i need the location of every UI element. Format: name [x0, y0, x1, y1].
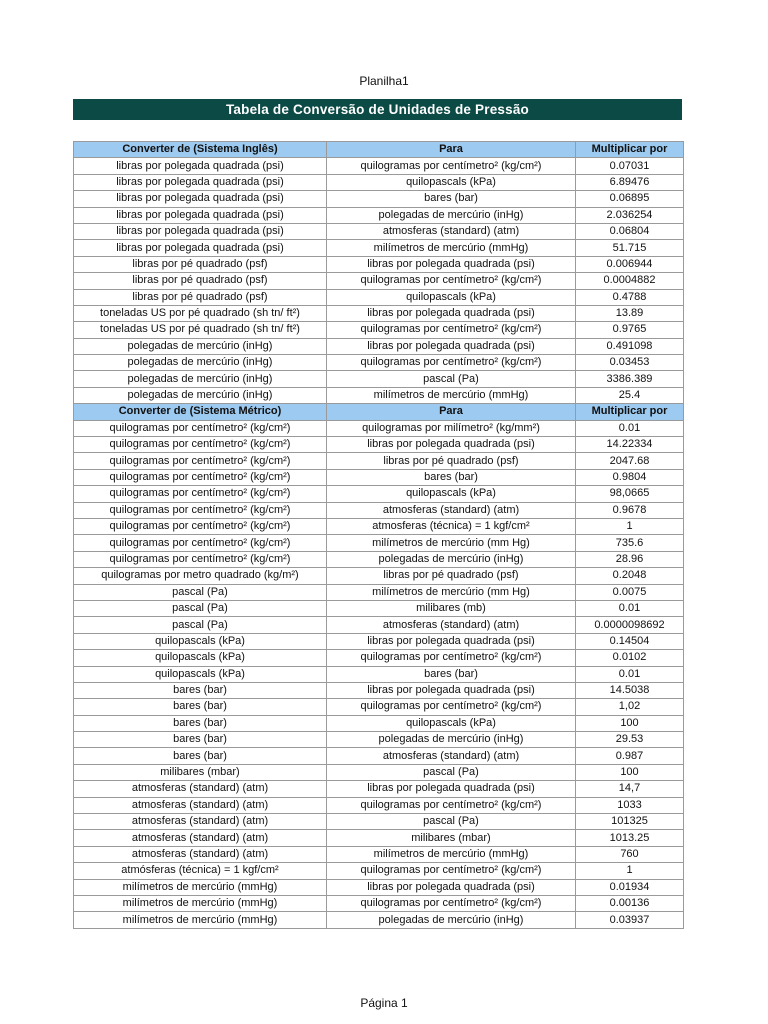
to-unit-cell: milímetros de mercúrio (mmHg) — [327, 846, 576, 862]
table-row — [74, 666, 684, 682]
from-unit-cell: bares (bar) — [74, 699, 327, 715]
from-unit-cell: milímetros de mercúrio (mmHg) — [74, 879, 327, 895]
to-unit-cell: milímetros de mercúrio (mmHg) — [327, 387, 576, 403]
from-unit-cell: atmosferas (standard) (atm) — [74, 781, 327, 797]
from-unit-cell: bares (bar) — [74, 732, 327, 748]
factor-cell: 100 — [576, 764, 684, 780]
from-unit-cell: libras por polegada quadrada (psi) — [74, 174, 327, 190]
table-row — [74, 764, 684, 780]
from-unit-cell: quilopascals (kPa) — [74, 666, 327, 682]
to-unit-cell: polegadas de mercúrio (inHg) — [327, 912, 576, 928]
factor-cell: 0.14504 — [576, 633, 684, 649]
table-row — [74, 912, 684, 928]
factor-cell: 0.9678 — [576, 502, 684, 518]
factor-cell: 1013.25 — [576, 830, 684, 846]
table-row — [74, 191, 684, 207]
table-row — [74, 486, 684, 502]
factor-cell: 0.9804 — [576, 469, 684, 485]
factor-cell: 25.4 — [576, 387, 684, 403]
to-unit-cell: quilogramas por centímetro² (kg/cm²) — [327, 863, 576, 879]
table-row — [74, 420, 684, 436]
factor-cell: 0.06804 — [576, 223, 684, 239]
to-unit-cell: bares (bar) — [327, 191, 576, 207]
to-unit-cell: quilogramas por centímetro² (kg/cm²) — [327, 355, 576, 371]
to-unit-cell: bares (bar) — [327, 666, 576, 682]
to-unit-cell: atmosferas (standard) (atm) — [327, 223, 576, 239]
table-row — [74, 814, 684, 830]
factor-cell: 0.0004882 — [576, 273, 684, 289]
to-header: Para — [327, 142, 576, 158]
to-unit-cell: milímetros de mercúrio (mm Hg) — [327, 535, 576, 551]
factor-header: Multiplicar por — [576, 404, 684, 420]
from-unit-cell: atmosferas (standard) (atm) — [74, 830, 327, 846]
table-row — [74, 863, 684, 879]
factor-cell: 0.06895 — [576, 191, 684, 207]
from-unit-cell: milibares (mbar) — [74, 764, 327, 780]
table-row — [74, 584, 684, 600]
table-row — [74, 158, 684, 174]
from-unit-cell: polegadas de mercúrio (inHg) — [74, 371, 327, 387]
table-row — [74, 895, 684, 911]
table-row — [74, 256, 684, 272]
from-unit-cell: libras por pé quadrado (psf) — [74, 273, 327, 289]
from-unit-cell: toneladas US por pé quadrado (sh tn/ ft²) — [74, 305, 327, 321]
to-unit-cell: libras por pé quadrado (psf) — [327, 453, 576, 469]
table-row — [74, 650, 684, 666]
table-row — [74, 682, 684, 698]
table-row — [74, 781, 684, 797]
table-row — [74, 568, 684, 584]
factor-cell: 28.96 — [576, 551, 684, 567]
to-unit-cell: quilopascals (kPa) — [327, 289, 576, 305]
to-unit-cell: quilogramas por centímetro² (kg/cm²) — [327, 699, 576, 715]
table-row — [74, 797, 684, 813]
to-unit-cell: atmosferas (standard) (atm) — [327, 617, 576, 633]
from-unit-cell: atmosferas (standard) (atm) — [74, 846, 327, 862]
table-row — [74, 502, 684, 518]
to-unit-cell: quilogramas por centímetro² (kg/cm²) — [327, 322, 576, 338]
to-unit-cell: quilogramas por centímetro² (kg/cm²) — [327, 158, 576, 174]
from-unit-cell: quilogramas por centímetro² (kg/cm²) — [74, 518, 327, 534]
to-unit-cell: libras por polegada quadrada (psi) — [327, 682, 576, 698]
to-unit-cell: quilopascals (kPa) — [327, 174, 576, 190]
factor-cell: 0.01934 — [576, 879, 684, 895]
factor-cell: 0.0075 — [576, 584, 684, 600]
from-unit-cell: quilogramas por centímetro² (kg/cm²) — [74, 486, 327, 502]
table-row — [74, 617, 684, 633]
table-row — [74, 715, 684, 731]
to-unit-cell: milímetros de mercúrio (mmHg) — [327, 240, 576, 256]
factor-cell: 13.89 — [576, 305, 684, 321]
factor-cell: 0.01 — [576, 666, 684, 682]
table-row — [74, 273, 684, 289]
factor-cell: 98,0665 — [576, 486, 684, 502]
to-header: Para — [327, 404, 576, 420]
to-unit-cell: libras por polegada quadrada (psi) — [327, 256, 576, 272]
to-unit-cell: libras por polegada quadrada (psi) — [327, 633, 576, 649]
table-row — [74, 535, 684, 551]
from-unit-cell: libras por polegada quadrada (psi) — [74, 223, 327, 239]
table-row — [74, 174, 684, 190]
table-section-header — [74, 404, 684, 420]
factor-cell: 1,02 — [576, 699, 684, 715]
to-unit-cell: quilopascals (kPa) — [327, 715, 576, 731]
from-unit-cell: polegadas de mercúrio (inHg) — [74, 387, 327, 403]
page-footer: Página 1 — [360, 996, 408, 1010]
from-unit-cell: libras por polegada quadrada (psi) — [74, 191, 327, 207]
factor-cell: 51.715 — [576, 240, 684, 256]
from-unit-cell: atmosferas (standard) (atm) — [74, 814, 327, 830]
table-row — [74, 240, 684, 256]
table-row — [74, 469, 684, 485]
from-unit-cell: quilopascals (kPa) — [74, 650, 327, 666]
from-unit-cell: pascal (Pa) — [74, 617, 327, 633]
to-unit-cell: milibares (mbar) — [327, 830, 576, 846]
from-unit-cell: quilogramas por centímetro² (kg/cm²) — [74, 469, 327, 485]
to-unit-cell: milibares (mb) — [327, 600, 576, 616]
factor-cell: 0.006944 — [576, 256, 684, 272]
table-row — [74, 371, 684, 387]
factor-cell: 0.491098 — [576, 338, 684, 354]
from-header: Converter de (Sistema Inglês) — [74, 142, 327, 158]
factor-cell: 14.5038 — [576, 682, 684, 698]
table-row — [74, 305, 684, 321]
from-unit-cell: atmosferas (standard) (atm) — [74, 797, 327, 813]
to-unit-cell: pascal (Pa) — [327, 371, 576, 387]
from-unit-cell: quilogramas por centímetro² (kg/cm²) — [74, 551, 327, 567]
factor-cell: 0.01 — [576, 600, 684, 616]
factor-cell: 1 — [576, 863, 684, 879]
from-header: Converter de (Sistema Métrico) — [74, 404, 327, 420]
factor-cell: 0.9765 — [576, 322, 684, 338]
to-unit-cell: libras por polegada quadrada (psi) — [327, 305, 576, 321]
table-row — [74, 387, 684, 403]
to-unit-cell: quilogramas por centímetro² (kg/cm²) — [327, 895, 576, 911]
from-unit-cell: quilogramas por centímetro² (kg/cm²) — [74, 420, 327, 436]
factor-cell: 735.6 — [576, 535, 684, 551]
to-unit-cell: bares (bar) — [327, 469, 576, 485]
table-row — [74, 879, 684, 895]
conversion-table — [73, 141, 684, 929]
table-row — [74, 453, 684, 469]
factor-cell: 2047.68 — [576, 453, 684, 469]
table-row — [74, 732, 684, 748]
to-unit-cell: polegadas de mercúrio (inHg) — [327, 207, 576, 223]
from-unit-cell: libras por polegada quadrada (psi) — [74, 207, 327, 223]
factor-cell: 14,7 — [576, 781, 684, 797]
to-unit-cell: libras por polegada quadrada (psi) — [327, 338, 576, 354]
factor-cell: 2.036254 — [576, 207, 684, 223]
factor-cell: 101325 — [576, 814, 684, 830]
to-unit-cell: libras por polegada quadrada (psi) — [327, 437, 576, 453]
table-row — [74, 289, 684, 305]
from-unit-cell: libras por polegada quadrada (psi) — [74, 158, 327, 174]
from-unit-cell: milímetros de mercúrio (mmHg) — [74, 895, 327, 911]
from-unit-cell: quilogramas por centímetro² (kg/cm²) — [74, 437, 327, 453]
table-row — [74, 355, 684, 371]
to-unit-cell: quilopascals (kPa) — [327, 486, 576, 502]
to-unit-cell: polegadas de mercúrio (inHg) — [327, 551, 576, 567]
from-unit-cell: toneladas US por pé quadrado (sh tn/ ft²) — [74, 322, 327, 338]
to-unit-cell: pascal (Pa) — [327, 764, 576, 780]
table-row — [74, 207, 684, 223]
factor-cell: 0.07031 — [576, 158, 684, 174]
to-unit-cell: quilogramas por centímetro² (kg/cm²) — [327, 273, 576, 289]
from-unit-cell: pascal (Pa) — [74, 600, 327, 616]
from-unit-cell: libras por pé quadrado (psf) — [74, 289, 327, 305]
factor-cell: 0.2048 — [576, 568, 684, 584]
from-unit-cell: pascal (Pa) — [74, 584, 327, 600]
factor-cell: 0.987 — [576, 748, 684, 764]
from-unit-cell: quilogramas por metro quadrado (kg/m²) — [74, 568, 327, 584]
from-unit-cell: bares (bar) — [74, 682, 327, 698]
to-unit-cell: pascal (Pa) — [327, 814, 576, 830]
factor-cell: 0.03937 — [576, 912, 684, 928]
from-unit-cell: bares (bar) — [74, 748, 327, 764]
from-unit-cell: quilopascals (kPa) — [74, 633, 327, 649]
table-row — [74, 322, 684, 338]
factor-cell: 14.22334 — [576, 437, 684, 453]
sheet-title: Planilha1 — [359, 74, 409, 88]
factor-cell: 0.4788 — [576, 289, 684, 305]
to-unit-cell: libras por polegada quadrada (psi) — [327, 879, 576, 895]
table-row — [74, 699, 684, 715]
table-banner-title: Tabela de Conversão de Unidades de Pressão — [73, 99, 682, 120]
table-row — [74, 338, 684, 354]
from-unit-cell: polegadas de mercúrio (inHg) — [74, 338, 327, 354]
to-unit-cell: quilogramas por milímetro² (kg/mm²) — [327, 420, 576, 436]
to-unit-cell: polegadas de mercúrio (inHg) — [327, 732, 576, 748]
factor-cell: 0.0102 — [576, 650, 684, 666]
factor-cell: 0.00136 — [576, 895, 684, 911]
from-unit-cell: atmósferas (técnica) = 1 kgf/cm² — [74, 863, 327, 879]
factor-header: Multiplicar por — [576, 142, 684, 158]
from-unit-cell: bares (bar) — [74, 715, 327, 731]
from-unit-cell: quilogramas por centímetro² (kg/cm²) — [74, 502, 327, 518]
factor-cell: 0.0000098692 — [576, 617, 684, 633]
from-unit-cell: milímetros de mercúrio (mmHg) — [74, 912, 327, 928]
from-unit-cell: libras por pé quadrado (psf) — [74, 256, 327, 272]
from-unit-cell: quilogramas por centímetro² (kg/cm²) — [74, 453, 327, 469]
from-unit-cell: polegadas de mercúrio (inHg) — [74, 355, 327, 371]
to-unit-cell: libras por polegada quadrada (psi) — [327, 781, 576, 797]
table-row — [74, 846, 684, 862]
factor-cell: 6.89476 — [576, 174, 684, 190]
factor-cell: 0.01 — [576, 420, 684, 436]
table-row — [74, 223, 684, 239]
table-row — [74, 748, 684, 764]
table-row — [74, 437, 684, 453]
factor-cell: 3386.389 — [576, 371, 684, 387]
factor-cell: 0.03453 — [576, 355, 684, 371]
to-unit-cell: atmosferas (técnica) = 1 kgf/cm² — [327, 518, 576, 534]
factor-cell: 100 — [576, 715, 684, 731]
factor-cell: 1033 — [576, 797, 684, 813]
table-row — [74, 551, 684, 567]
from-unit-cell: libras por polegada quadrada (psi) — [74, 240, 327, 256]
to-unit-cell: quilogramas por centímetro² (kg/cm²) — [327, 650, 576, 666]
to-unit-cell: milímetros de mercúrio (mm Hg) — [327, 584, 576, 600]
table-row — [74, 600, 684, 616]
table-section-header — [74, 142, 684, 158]
factor-cell: 1 — [576, 518, 684, 534]
factor-cell: 760 — [576, 846, 684, 862]
table-row — [74, 518, 684, 534]
to-unit-cell: libras por pé quadrado (psf) — [327, 568, 576, 584]
to-unit-cell: atmosferas (standard) (atm) — [327, 748, 576, 764]
table-row — [74, 633, 684, 649]
from-unit-cell: quilogramas por centímetro² (kg/cm²) — [74, 535, 327, 551]
table-row — [74, 830, 684, 846]
factor-cell: 29.53 — [576, 732, 684, 748]
to-unit-cell: quilogramas por centímetro² (kg/cm²) — [327, 797, 576, 813]
to-unit-cell: atmosferas (standard) (atm) — [327, 502, 576, 518]
